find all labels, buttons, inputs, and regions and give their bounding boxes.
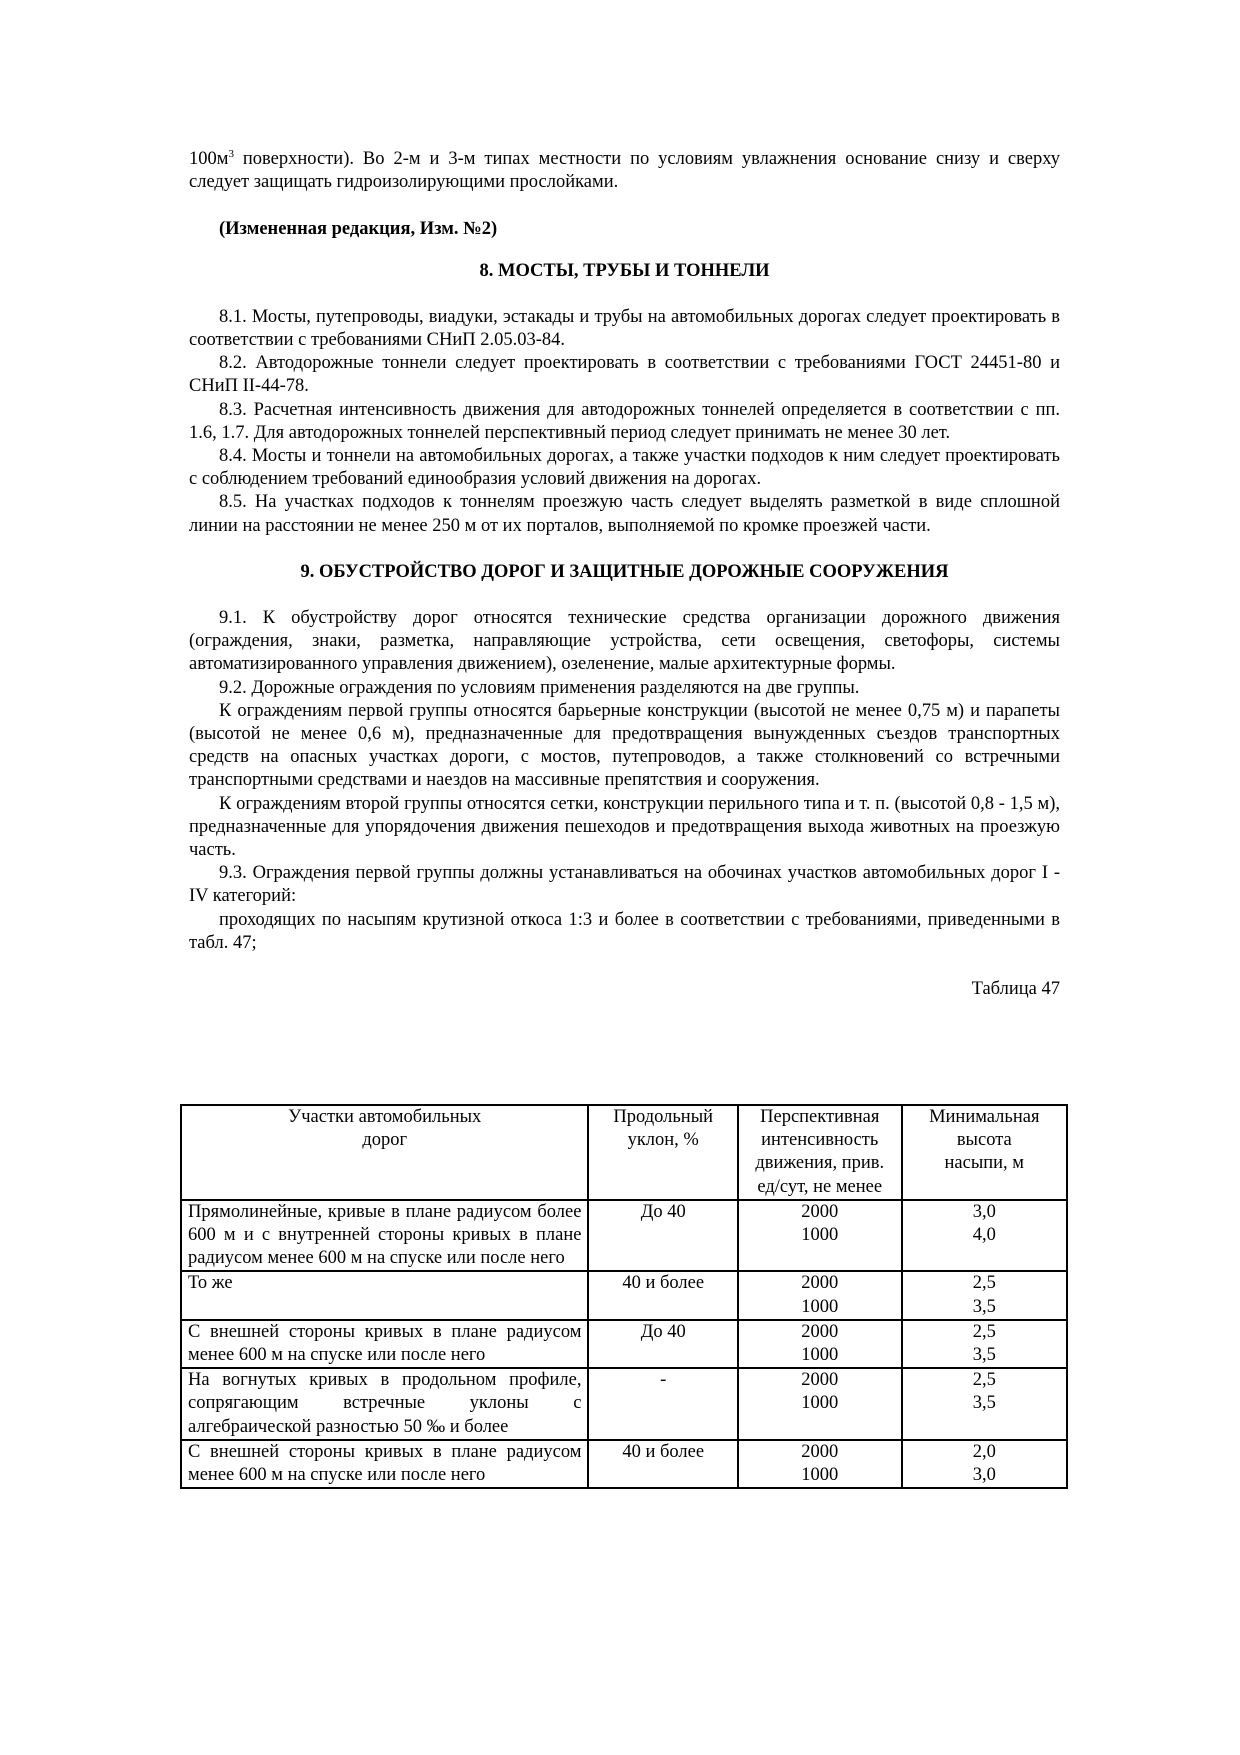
table-header-row [181, 1105, 1067, 1200]
paragraph: 8.3. Расчетная интенсивность движения для автодорожных тоннелей определяется в соответствии с пп. 1.6, 1.7. Для автодорожных тоннелей перспективный период следует принимать не менее 30 лет. [189, 399, 1060, 443]
intro-paragraph [189, 148, 1060, 194]
cell-intensity: 2000 1000 [738, 1440, 902, 1488]
cell-section: Прямолинейные, кривые в плане радиусом более 600 м и с внутренней стороны кривых в плане радиусом менее 600 м на спуске или после него [181, 1200, 588, 1272]
paragraph: 8.1. Мосты, путепроводы, виадуки, эстакады и трубы на автомобильных дорогах следует проектировать в соответствии с требованиями СНиП 2.05.03-84. [189, 306, 1060, 351]
cell-slope: До 40 [588, 1200, 738, 1272]
header-intensity: Перспективная интенсивность движения, прив. ед/сут, не менее [738, 1105, 902, 1200]
cell-slope: - [588, 1368, 738, 1440]
cell-height: 2,0 3,0 [902, 1440, 1067, 1488]
cell-height: 2,5 3,5 [902, 1368, 1067, 1440]
section-9-body [189, 607, 1060, 955]
edit-note: (Измененная редакция, Изм. №2) [219, 219, 498, 240]
table-row [181, 1320, 1067, 1368]
table-row [181, 1440, 1067, 1488]
table-row [181, 1200, 1067, 1272]
cell-section: С внешней стороны кривых в плане радиусом менее 600 м на спуске или после него [181, 1320, 588, 1368]
section-8-body [189, 306, 1060, 538]
cell-height: 3,0 4,0 [902, 1200, 1067, 1272]
paragraph: 8.4. Мосты и тоннели на автомобильных дорогах, а также участки подходов к ним следует проектировать с соблюдением требований единообразия условий движения на дорогах. [189, 446, 1060, 490]
paragraph: проходящих по насыпям крутизной откоса 1:3 и более в соответствии с требованиями, приведенными в табл. 47; [189, 909, 1060, 953]
cell-intensity: 2000 1000 [738, 1200, 902, 1272]
intro-text-start: 100м [189, 149, 229, 169]
superscript: 3 [228, 147, 234, 160]
cell-intensity: 2000 1000 [738, 1271, 902, 1319]
table-47 [180, 1104, 1068, 1489]
table-row [181, 1271, 1067, 1319]
paragraph: К ограждениям второй группы относятся сетки, конструкции перильного типа и т. п. (высотой 0,8 - 1,5 м), предназначенные для упорядочения движения пешеходов и предотвращения выхода животных на проезжую часть. [189, 793, 1060, 861]
paragraph: 8.2. Автодорожные тоннели следует проектировать в соответствии с требованиями ГОСТ 24451-80 и СНиП II-44-78. [189, 353, 1060, 397]
header-min-height: Минимальная высота насыпи, м [902, 1105, 1067, 1200]
cell-intensity: 2000 1000 [738, 1320, 902, 1368]
cell-height: 2,5 3,5 [902, 1320, 1067, 1368]
cell-slope: До 40 [588, 1320, 738, 1368]
cell-intensity: 2000 1000 [738, 1368, 902, 1440]
paragraph: 9.1. К обустройству дорог относятся технические средства организации дорожного движения (ограждения, знаки, разметка, направляющие устройства, сети освещения, светофоры, системы автоматизированного управления движением), озеленение, малые архитектурные формы. [189, 608, 1060, 675]
paragraph: 9.3. Ограждения первой группы должны устанавливаться на обочинах участков автомобильных дорог I - IV категорий: [189, 863, 1060, 907]
cell-slope: 40 и более [588, 1271, 738, 1319]
header-road-sections: Участки автомобильных дорог [181, 1105, 588, 1200]
intro-text-end: поверхности). Во 2-м и 3-м типах местности по условиям увлажнения основание снизу и сверху следует защищать гидроизолирующими прослойками. [189, 149, 1060, 193]
cell-section: То же [181, 1271, 588, 1319]
paragraph: 9.2. Дорожные ограждения по условиям применения разделяются на две группы. [219, 677, 860, 698]
section-9-title: 9. ОБУСТРОЙСТВО ДОРОГ И ЗАЩИТНЫЕ ДОРОЖНЫЕ СООРУЖЕНИЯ [300, 561, 949, 582]
cell-height: 2,5 3,5 [902, 1271, 1067, 1319]
cell-section: С внешней стороны кривых в плане радиусом менее 600 м на спуске или после него [181, 1440, 588, 1488]
paragraph: 8.5. На участках подходов к тоннелям проезжую часть следует выделять разметкой в виде сплошной линии на расстоянии не менее 250 м от их порталов, выполняемой по кромке проезжей части. [189, 492, 1060, 536]
cell-section: На вогнутых кривых в продольном профиле, сопрягающим встречные уклоны с алгебраической разностью 50 ‰ и более [181, 1368, 588, 1440]
header-slope: Продольный уклон, % [588, 1105, 738, 1200]
table-caption: Таблица 47 [971, 979, 1060, 1000]
section-8-title: 8. МОСТЫ, ТРУБЫ И ТОННЕЛИ [479, 260, 770, 281]
cell-slope: 40 и более [588, 1440, 738, 1488]
paragraph: К ограждениям первой группы относятся барьерные конструкции (высотой не менее 0,75 м) и парапеты (высотой не менее 0,6 м), предназначенные для предотвращения вынужденных съездов транспортных средств на опасных участках дороги, с мостов, путепроводов, а также столкновений со встречными транспортными средствами и наездов на массивные препятствия и сооружения. [189, 700, 1060, 791]
table-row [181, 1368, 1067, 1440]
document-body [189, 148, 1060, 1001]
